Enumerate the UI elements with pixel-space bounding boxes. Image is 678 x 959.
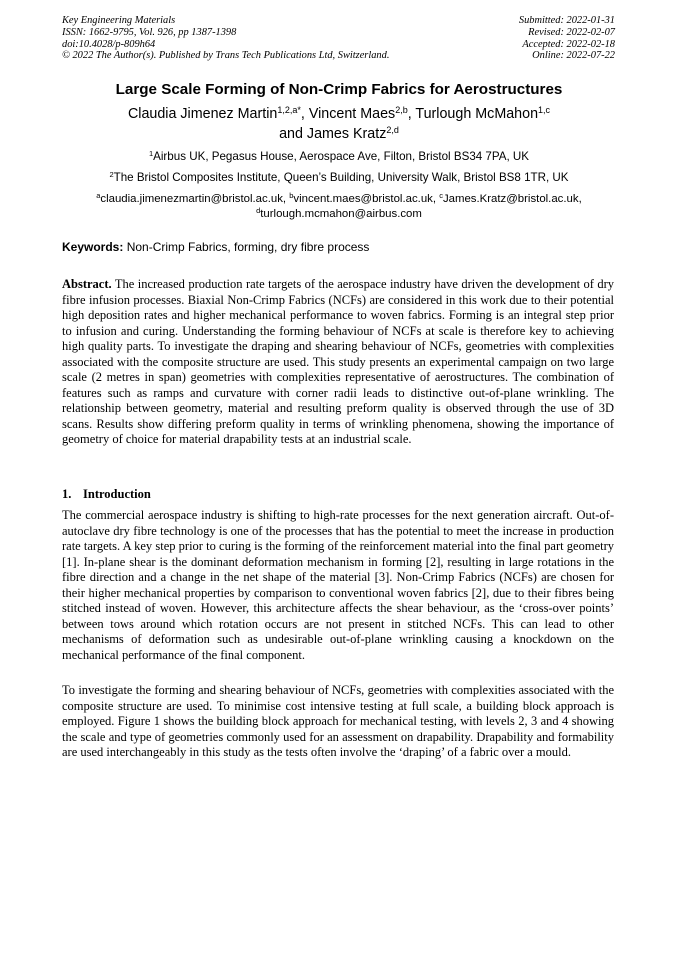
author: and James Kratz$^{2,d}$ [279, 125, 399, 142]
keywords [62, 240, 369, 254]
accepted-date: Accepted: 2022-02-18 [522, 38, 615, 50]
paper-title: Large Scale Forming of Non-Crimp Fabrics for Aerostructures [115, 81, 563, 98]
journal-name: Key Engineering Materials [62, 15, 176, 26]
affiliation-1: $^1$Airbus UK, Pegasus House, Aerospace Ave, Filton, Bristol BS34 7PA, UK [148, 149, 530, 163]
copyright-line: © 2022 The Author(s). Published by Trans Tech Publications Ltd, Switzerland. [62, 50, 390, 62]
affiliation-2: $^2$The Bristol Composites Institute, Queen’s Building, University Walk, Bristol BS8 1TR, UK [109, 170, 569, 184]
section-number: 1. [62, 487, 72, 501]
abstract-text: The increased production rate targets of the aerospace industry have driven the development of dry fibre infusion processes. Biaxial Non-Crimp Fabrics (NCFs) are considered in this work due to their potential high deposition rates and higher mechanical performance to woven fabrics. Forming is an integral step prior to infusion and curing. Understanding the forming behaviour of NCFs at scale is therefore key to achieving high quality parts. To investigate the draping and shearing behaviour of NCFs, geometries with complexities associated with the composite structure are used. This study presents an experimental campaign on two large scale (2 metres in span) geometries with complexities representative of aerostructures. The combination of features such as ramps and curvature with corner radii leads to distinctive out-of-plane wrinkling. The relationship between geometry, material and resulting preform quality is observed through the use of 3D scans. Results show differing preform quality in terms of wrinkling phenomena, showing the importance of geometry of choice for material drapability tests at an industrial scale. [62, 277, 614, 446]
email-link[interactable]: $^c$James.Kratz@bristol.ac.uk, [439, 191, 582, 205]
author: Turlough McMahon$^{1,c}$ [415, 105, 551, 122]
email-link[interactable]: $^d$turlough.mcmahon@airbus.com [256, 205, 422, 220]
email-link[interactable]: $^a$claudia.jimenezmartin@bristol.ac.uk, [96, 191, 290, 205]
submitted-date: Submitted: 2022-01-31 [518, 15, 615, 26]
author-emails [60, 192, 618, 221]
intro-paragraph-1: The commercial aerospace industry is shifting to high-rate processes for the next generation aircraft. Out-of-autoclave dry fibre technology is one of the processes that has the potential to meet the increase in production rate targets. A key step prior to curing is the forming of the reinforcement material into the final part geometry [1]. In-plane shear is the dominant deformation mechanism in forming [2], resulting in large rotations in the fibre direction and a change in the net shape of the material [3]. Non-Crimp Fabrics (NCFs) are chosen for their higher mechanical properties by comparison to conventional woven fabrics [2], due to their fibres being stitched instead of woven. However, this architecture affects the shear behaviour, as the ‘cross-over points’ between tows around which rotation occurs are not present in stitched NCFs. This can lead to other mechanisms of deformation such as undesirable out-of-plane wrinkling causing a knockdown on the mechanical performance of the final component. [62, 508, 614, 662]
section-heading-introduction [62, 487, 151, 502]
section-title: Introduction [83, 487, 151, 501]
doi-line: doi:10.4028/p-809h64 [62, 38, 156, 50]
online-date: Online: 2022-07-22 [532, 50, 615, 62]
author-list [60, 104, 618, 144]
revised-date: Revised: 2022-02-07 [528, 26, 615, 38]
author: Claudia Jimenez Martin$^{1,2,a*}$, [127, 105, 309, 122]
intro-paragraph-2: To investigate the forming and shearing behaviour of NCFs, geometries with complexities associated with the composite structure are used. To minimise cost intensive testing at full scale, a building block approach is employed. Figure 1 shows the building block approach for mechanical testing, with levels 2, 3 and 4 showing the scale and type of geometries commonly used for an assessment on drapability. Drapability and formability are used interchangeably in this study as the tests often involve the ‘draping’ of a fabric over a mould. [62, 683, 614, 759]
email-link[interactable]: $^b$vincent.maes@bristol.ac.uk, [289, 191, 440, 205]
keywords-label: Keywords: [62, 240, 124, 254]
issn-line: ISSN: 1662-9795, Vol. 926, pp 1387-1398 [62, 26, 237, 38]
journal-header-left [62, 15, 389, 62]
abstract [62, 277, 614, 448]
author: Vincent Maes$^{2,b}$, [308, 105, 416, 122]
keywords-text: Non-Crimp Fabrics, forming, dry fibre process [123, 240, 370, 254]
journal-header-right [519, 15, 615, 62]
abstract-label: Abstract. [62, 277, 112, 291]
